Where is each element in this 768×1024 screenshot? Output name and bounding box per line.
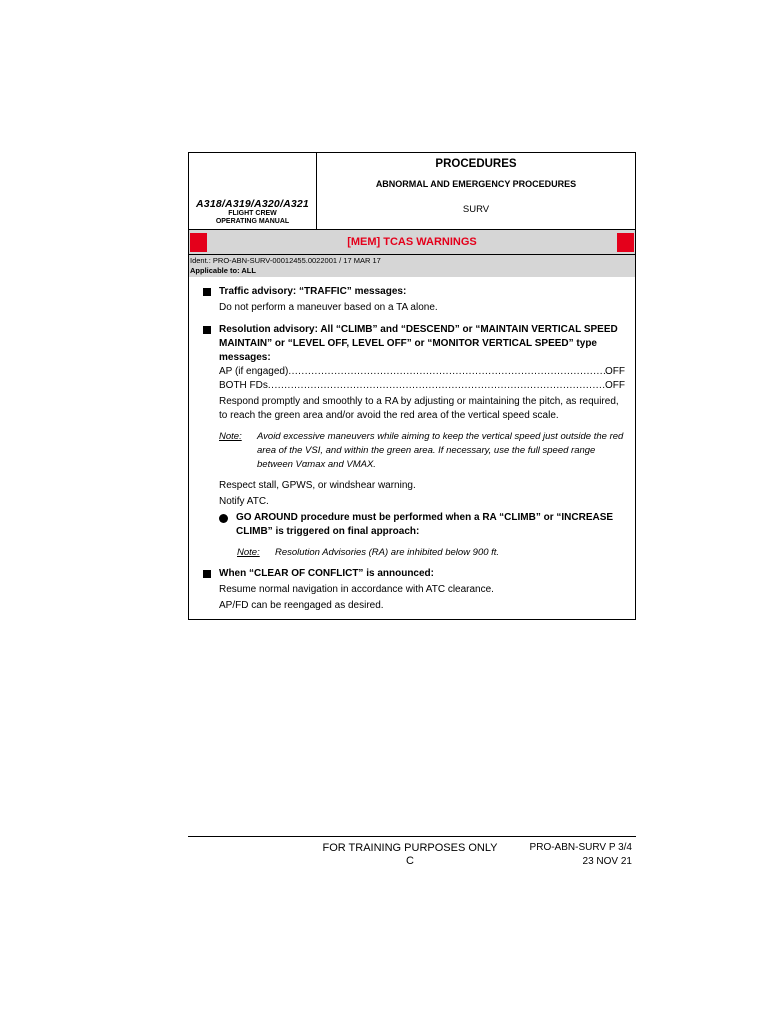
- step-label: BOTH FDs: [219, 380, 268, 391]
- step-label: AP (if engaged): [219, 366, 289, 377]
- square-bullet-icon: [203, 326, 211, 334]
- coc-reengage: AP/FD can be reengaged as desired.: [219, 600, 384, 611]
- leader-dots: [268, 379, 605, 393]
- footer-reference: [530, 841, 632, 869]
- revision-date: 23 NOV 21: [582, 856, 632, 867]
- subsection-title: ABNORMAL AND EMERGENCY PROCEDURES: [375, 179, 577, 189]
- ra-heading: [203, 323, 625, 365]
- document-header: [189, 153, 635, 230]
- ra-heading-text: Resolution advisory: All “CLIMB” and “DESCEND” or “MAINTAIN VERTICAL SPEED MAINTAIN” or “LEVEL OFF, LEVEL OFF” or “MONITOR VERTICAL SPEED” type messages:: [219, 324, 618, 363]
- step-value: OFF: [605, 366, 625, 377]
- manual-name-line1: FLIGHT CREW: [228, 210, 277, 217]
- coc-resume: Resume normal navigation in accordance with ATC clearance.: [219, 584, 494, 595]
- section-title: PROCEDURES: [435, 158, 517, 170]
- respect-warnings: Respect stall, GPWS, or windshear warning.: [219, 480, 416, 491]
- procedure-body: [189, 277, 635, 619]
- aircraft-types: A318/A319/A320/A321: [196, 198, 309, 210]
- note-label: Note:: [237, 547, 260, 558]
- ra-steps: [203, 365, 625, 509]
- coc-heading: [203, 567, 625, 581]
- note-text: Avoid excessive maneuvers while aiming to keep the vertical speed just outside the red area of the VSI, and within the green area. If necessary, use the full speed range between Vαmax and VMAX.: [257, 431, 624, 470]
- footer-divider: [188, 836, 636, 837]
- training-notice: FOR TRAINING PURPOSES ONLY: [322, 842, 498, 854]
- respond-instruction: Respond promptly and smoothly to a RA by adjusting or maintaining the pitch, as required, to reach the green area and/or avoid the red area of the vertical speed scale.: [219, 396, 619, 421]
- note-vsi: [219, 430, 625, 472]
- ta-heading: [203, 285, 625, 299]
- ta-instruction: Do not perform a maneuver based on a TA alone.: [219, 302, 438, 313]
- note-ra-inhibit: [203, 546, 625, 560]
- ta-heading-text: Traffic advisory: “TRAFFIC” messages:: [219, 286, 407, 297]
- manual-identifier: [189, 153, 317, 229]
- ident-line: Ident.: PRO-ABN-SURV-00012455.0022001 / 17 MAR 17: [190, 256, 381, 265]
- procedure-title: [MEM] TCAS WARNINGS: [347, 236, 477, 248]
- applicability: Applicable to: ALL: [190, 266, 256, 275]
- square-bullet-icon: [203, 288, 211, 296]
- warning-marker-right: [617, 233, 634, 252]
- section-identifier: [317, 153, 635, 229]
- revision-code: C: [406, 855, 414, 867]
- note-text: Resolution Advisories (RA) are inhibited below 900 ft.: [275, 547, 500, 558]
- step-value: OFF: [605, 380, 625, 391]
- page-reference: PRO-ABN-SURV P 3/4: [529, 842, 632, 853]
- manual-name-line2: OPERATING MANUAL: [215, 218, 290, 225]
- square-bullet-icon: [203, 570, 211, 578]
- step-fds: [219, 379, 625, 393]
- go-around-heading: [203, 511, 625, 539]
- step-ap: [219, 365, 625, 379]
- footer-notice: [260, 842, 560, 868]
- go-around-text: GO AROUND procedure must be performed when a RA “CLIMB” or “INCREASE CLIMB” is triggered on final approach:: [236, 512, 614, 537]
- coc-heading-text: When “CLEAR OF CONFLICT” is announced:: [219, 568, 434, 579]
- procedure-page-frame: [188, 152, 636, 620]
- procedure-title-bar: [189, 230, 635, 255]
- chapter-title: SURV: [462, 204, 490, 215]
- notify-atc: Notify ATC.: [219, 496, 269, 507]
- leader-dots: [288, 365, 605, 379]
- warning-marker-left: [190, 233, 207, 252]
- circle-bullet-icon: [219, 514, 228, 523]
- note-label: Note:: [219, 431, 242, 442]
- ident-bar: [189, 255, 635, 277]
